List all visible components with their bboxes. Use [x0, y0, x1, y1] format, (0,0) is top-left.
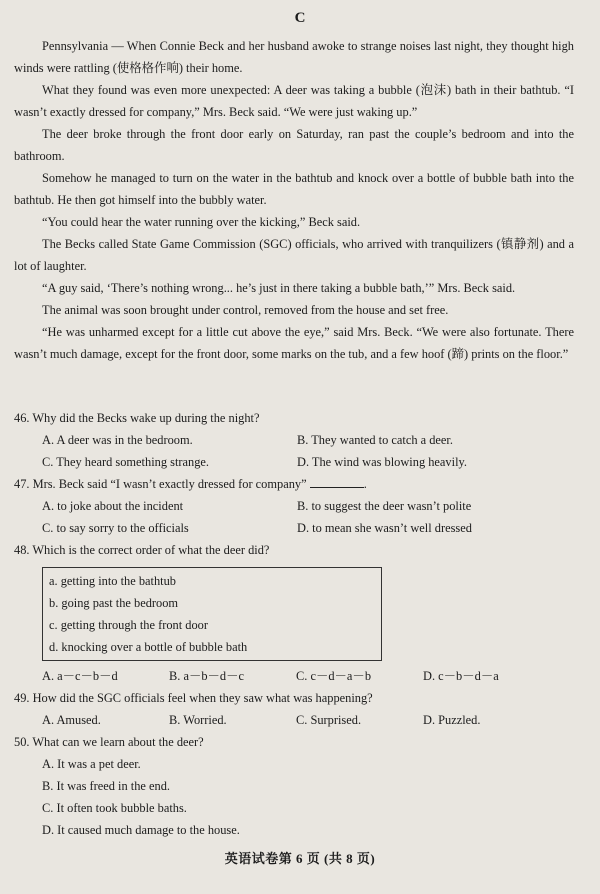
option-group [14, 753, 584, 841]
sequence-item: d. knocking over a bottle of bubble bath [49, 640, 248, 654]
stem-end: . [363, 477, 367, 491]
option-b[interactable]: B. They wanted to catch a deer. [297, 433, 453, 447]
question-stem [14, 473, 584, 495]
option-d[interactable]: D. c－b－d－a [423, 669, 499, 683]
sequence-item: a. getting into the bathtub [49, 574, 176, 588]
question-49 [14, 687, 584, 731]
option-c[interactable]: C. Surprised. [296, 713, 362, 727]
option-d[interactable]: D. The wind was blowing heavily. [297, 455, 468, 469]
option-group [14, 429, 584, 473]
option-c[interactable]: C. They heard something strange. [42, 455, 210, 469]
question-stem-text: 47. Mrs. Beck said “I wasn’t exactly dressed for company” [14, 477, 307, 491]
option-b[interactable]: B. Worried. [169, 713, 227, 727]
option-a[interactable]: A. to joke about the incident [42, 499, 184, 513]
option-d[interactable]: D. Puzzled. [423, 713, 481, 727]
option-c[interactable]: C. c－d－a－b [296, 669, 372, 683]
option-group [14, 665, 584, 687]
passage-paragraph: The deer broke through the front door early on Saturday, ran past the couple’s bedroom and into the bathroom. [14, 127, 574, 163]
passage-paragraph: Somehow he managed to turn on the water in the bathtub and knock over a bottle of bubble bath into the bathtub. He then got himself into the bubbly water. [14, 171, 574, 207]
option-a[interactable]: A. It was a pet deer. [42, 757, 141, 771]
option-a[interactable]: A. A deer was in the bedroom. [42, 433, 193, 447]
passage-paragraph: Pennsylvania — When Connie Beck and her husband awoke to strange noises last night, they thought high winds were rattling (使格格作响) their home. [14, 39, 574, 75]
option-d[interactable]: D. It caused much damage to the house. [42, 823, 240, 837]
option-c[interactable]: C. to say sorry to the officials [42, 521, 189, 535]
sequence-item: b. going past the bedroom [49, 596, 179, 610]
option-b[interactable]: B. a－b－d－c [169, 669, 245, 683]
option-group [14, 709, 584, 731]
question-46 [14, 407, 584, 473]
question-50 [14, 731, 584, 841]
option-c[interactable]: C. It often took bubble baths. [42, 801, 187, 815]
question-stem: 46. Why did the Becks wake up during the night? [14, 411, 260, 425]
question-stem: 50. What can we learn about the deer? [14, 735, 204, 749]
passage-paragraph: “A guy said, ‘There’s nothing wrong... he’s just in there taking a bubble bath,’” Mrs. Beck said. [42, 281, 516, 295]
sequence-item: c. getting through the front door [49, 618, 208, 632]
page-footer: 英语试卷第 6 页 (共 8 页) [224, 851, 376, 866]
section-title: C [294, 10, 306, 26]
answer-blank [310, 474, 364, 488]
option-d[interactable]: D. to mean she wasn’t well dressed [297, 521, 472, 535]
option-a[interactable]: A. a－c－b－d [42, 669, 118, 683]
passage-paragraph: What they found was even more unexpected: A deer was taking a bubble (泡沫) bath in their bathtub. “I wasn’t exactly dressed for company,” Mrs. Beck said. “We were just waking up.” [14, 83, 574, 119]
passage-paragraph: “He was unharmed except for a little cut above the eye,” said Mrs. Beck. “We were also fortunate. There wasn’t much damage, except for the front door, some marks on the tub, and a few hoof (蹄) prints on the floor.” [14, 325, 574, 361]
option-group [14, 495, 584, 539]
passage-paragraph: The Becks called State Game Commission (SGC) officials, who arrived with tranquilizers (镇静剂) and a lot of laughter. [14, 237, 574, 273]
question-47 [14, 473, 584, 539]
option-b[interactable]: B. It was freed in the end. [42, 779, 170, 793]
sequence-box [42, 567, 382, 661]
reading-passage [14, 35, 574, 365]
passage-paragraph: “You could hear the water running over the kicking,” Beck said. [42, 215, 361, 229]
question-48 [14, 539, 584, 687]
passage-paragraph: The animal was soon brought under control, removed from the house and set free. [42, 303, 449, 317]
question-list [14, 407, 584, 841]
option-a[interactable]: A. Amused. [42, 713, 101, 727]
question-stem: 48. Which is the correct order of what the deer did? [14, 543, 270, 557]
question-stem: 49. How did the SGC officials feel when they saw what was happening? [14, 691, 373, 705]
option-b[interactable]: B. to suggest the deer wasn’t polite [297, 499, 472, 513]
